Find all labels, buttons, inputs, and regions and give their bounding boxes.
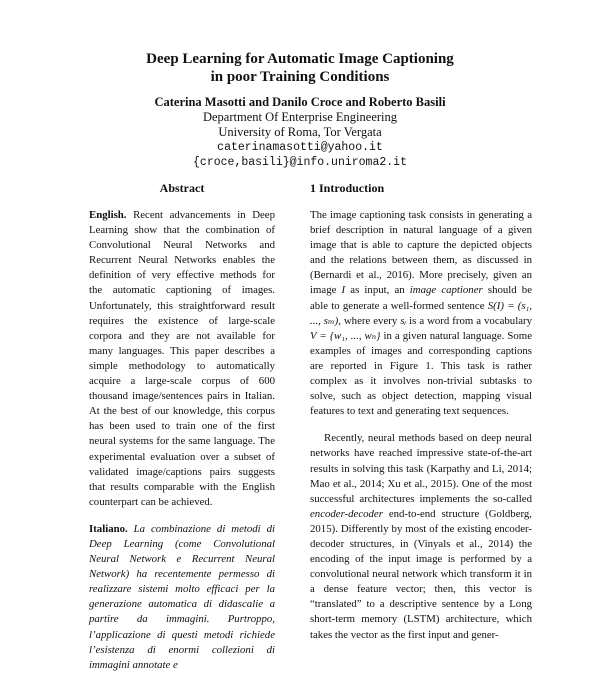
abstract-english (89, 208, 275, 510)
italian-label: Italiano. (89, 522, 128, 535)
english-text: Recent advancements in Deep Learning show that the combination of Convolutional Neural Networks and Recurrent Neural Networks enables the definition of very effective methods for the automatic captioning of images. Unfortunately, this straightforward result requires the existence of large-scale corpora and they are not available for many languages. This paper describes a simple methodology to automatically acquire a large-scale corpus of 600 thousand image/sentences pairs in Italian. At the best of our knowledge, this corpus has been used to train one of the first neural systems for the same language. The experimental evaluation over a subset of validated image/captions pairs suggests that results comparable with the English counterpart can be achieved. (89, 209, 275, 508)
abstract-italian (89, 522, 275, 673)
italian-text: La combinazione di metodi di Deep Learning (come Convolutional Neural Network e Recurrent Neural Network) ha recentemente permesso di realizzare sistemi molto efficaci per la generazione automatica di didascalie a partire da immagini. Purtroppo, l’applicazione di questi metodi richiede l’esistenza di enormi collezioni di immagini annotate e (89, 522, 275, 671)
emphasis-term: image captioner (409, 284, 483, 297)
email-1: caterinamasotti@yahoo.it (217, 141, 383, 154)
abstract-heading: Abstract (159, 181, 205, 195)
math-formula: S(I) = (s₁, ..., sₘ) (310, 299, 532, 327)
left-column (89, 181, 275, 673)
intro-paragraph-1 (310, 208, 532, 419)
introduction-heading: 1 Introduction (310, 181, 385, 195)
affiliation-block (0, 110, 600, 170)
intro-text: , where every (338, 314, 401, 327)
title-line-2: in poor Training Conditions (210, 69, 390, 85)
emphasis-term: encoder-decoder (310, 507, 383, 520)
university: University of Roma, Tor Vergata (218, 125, 382, 139)
math-symbol: sᵢ (400, 314, 407, 327)
intro-text: as input, an (345, 284, 410, 297)
right-column (310, 181, 532, 643)
department: Department Of Enterprise Engineering (202, 110, 398, 124)
intro-text: end-to-end structure (Goldberg, 2015). Differently by most of the existing encoder-decoder structures, in (Vinyals et al., 2014) the encoding of the input image is performed by a convolutional neural network which transform it in a dense feature vector; then, this vector is “translated” to a descriptive sentence by a Long short-term memory (LSTM) architecture, which takes the vector as the first input and gener- (310, 507, 532, 641)
email-2: {croce,basili}@info.uniroma2.it (193, 156, 407, 169)
title-line-1: Deep Learning for Automatic Image Captioning (146, 51, 454, 67)
intro-text: should be able to generate a well-formed sentence (310, 284, 532, 312)
math-symbol: I (341, 284, 346, 297)
english-label: English. (89, 209, 127, 221)
author-list: Caterina Masotti and Danilo Croce and Roberto Basili (154, 95, 446, 109)
paper-title (0, 50, 600, 86)
intro-text: The image captioning task consists in generating a brief description in natural language of a given image that is able to capture the depicted objects and the relations between them, as discussed in (Bernardi et al., 2016). More precisely, given an image (310, 209, 532, 297)
intro-text: in a given natural language. Some examples of images and corresponding captions are reported in Figure 1. This task is rather complex as it involves non-trivial subtasks to solve, such as object detection, mapping visual features to text and generating text sequences. (310, 329, 532, 418)
intro-paragraph-2 (310, 431, 532, 642)
math-formula: V = {w₁, ..., wₙ} (310, 329, 381, 342)
intro-text: Recently, neural methods based on deep neural networks have reached impressive state-of-the-art results in solving this task (Karpathy and Li, 2014; Mao et al., 2014; Xu et al., 2015). One of the most successful architectures implements the so-called (310, 432, 532, 505)
intro-text: is a word from a vocabulary (406, 314, 532, 327)
